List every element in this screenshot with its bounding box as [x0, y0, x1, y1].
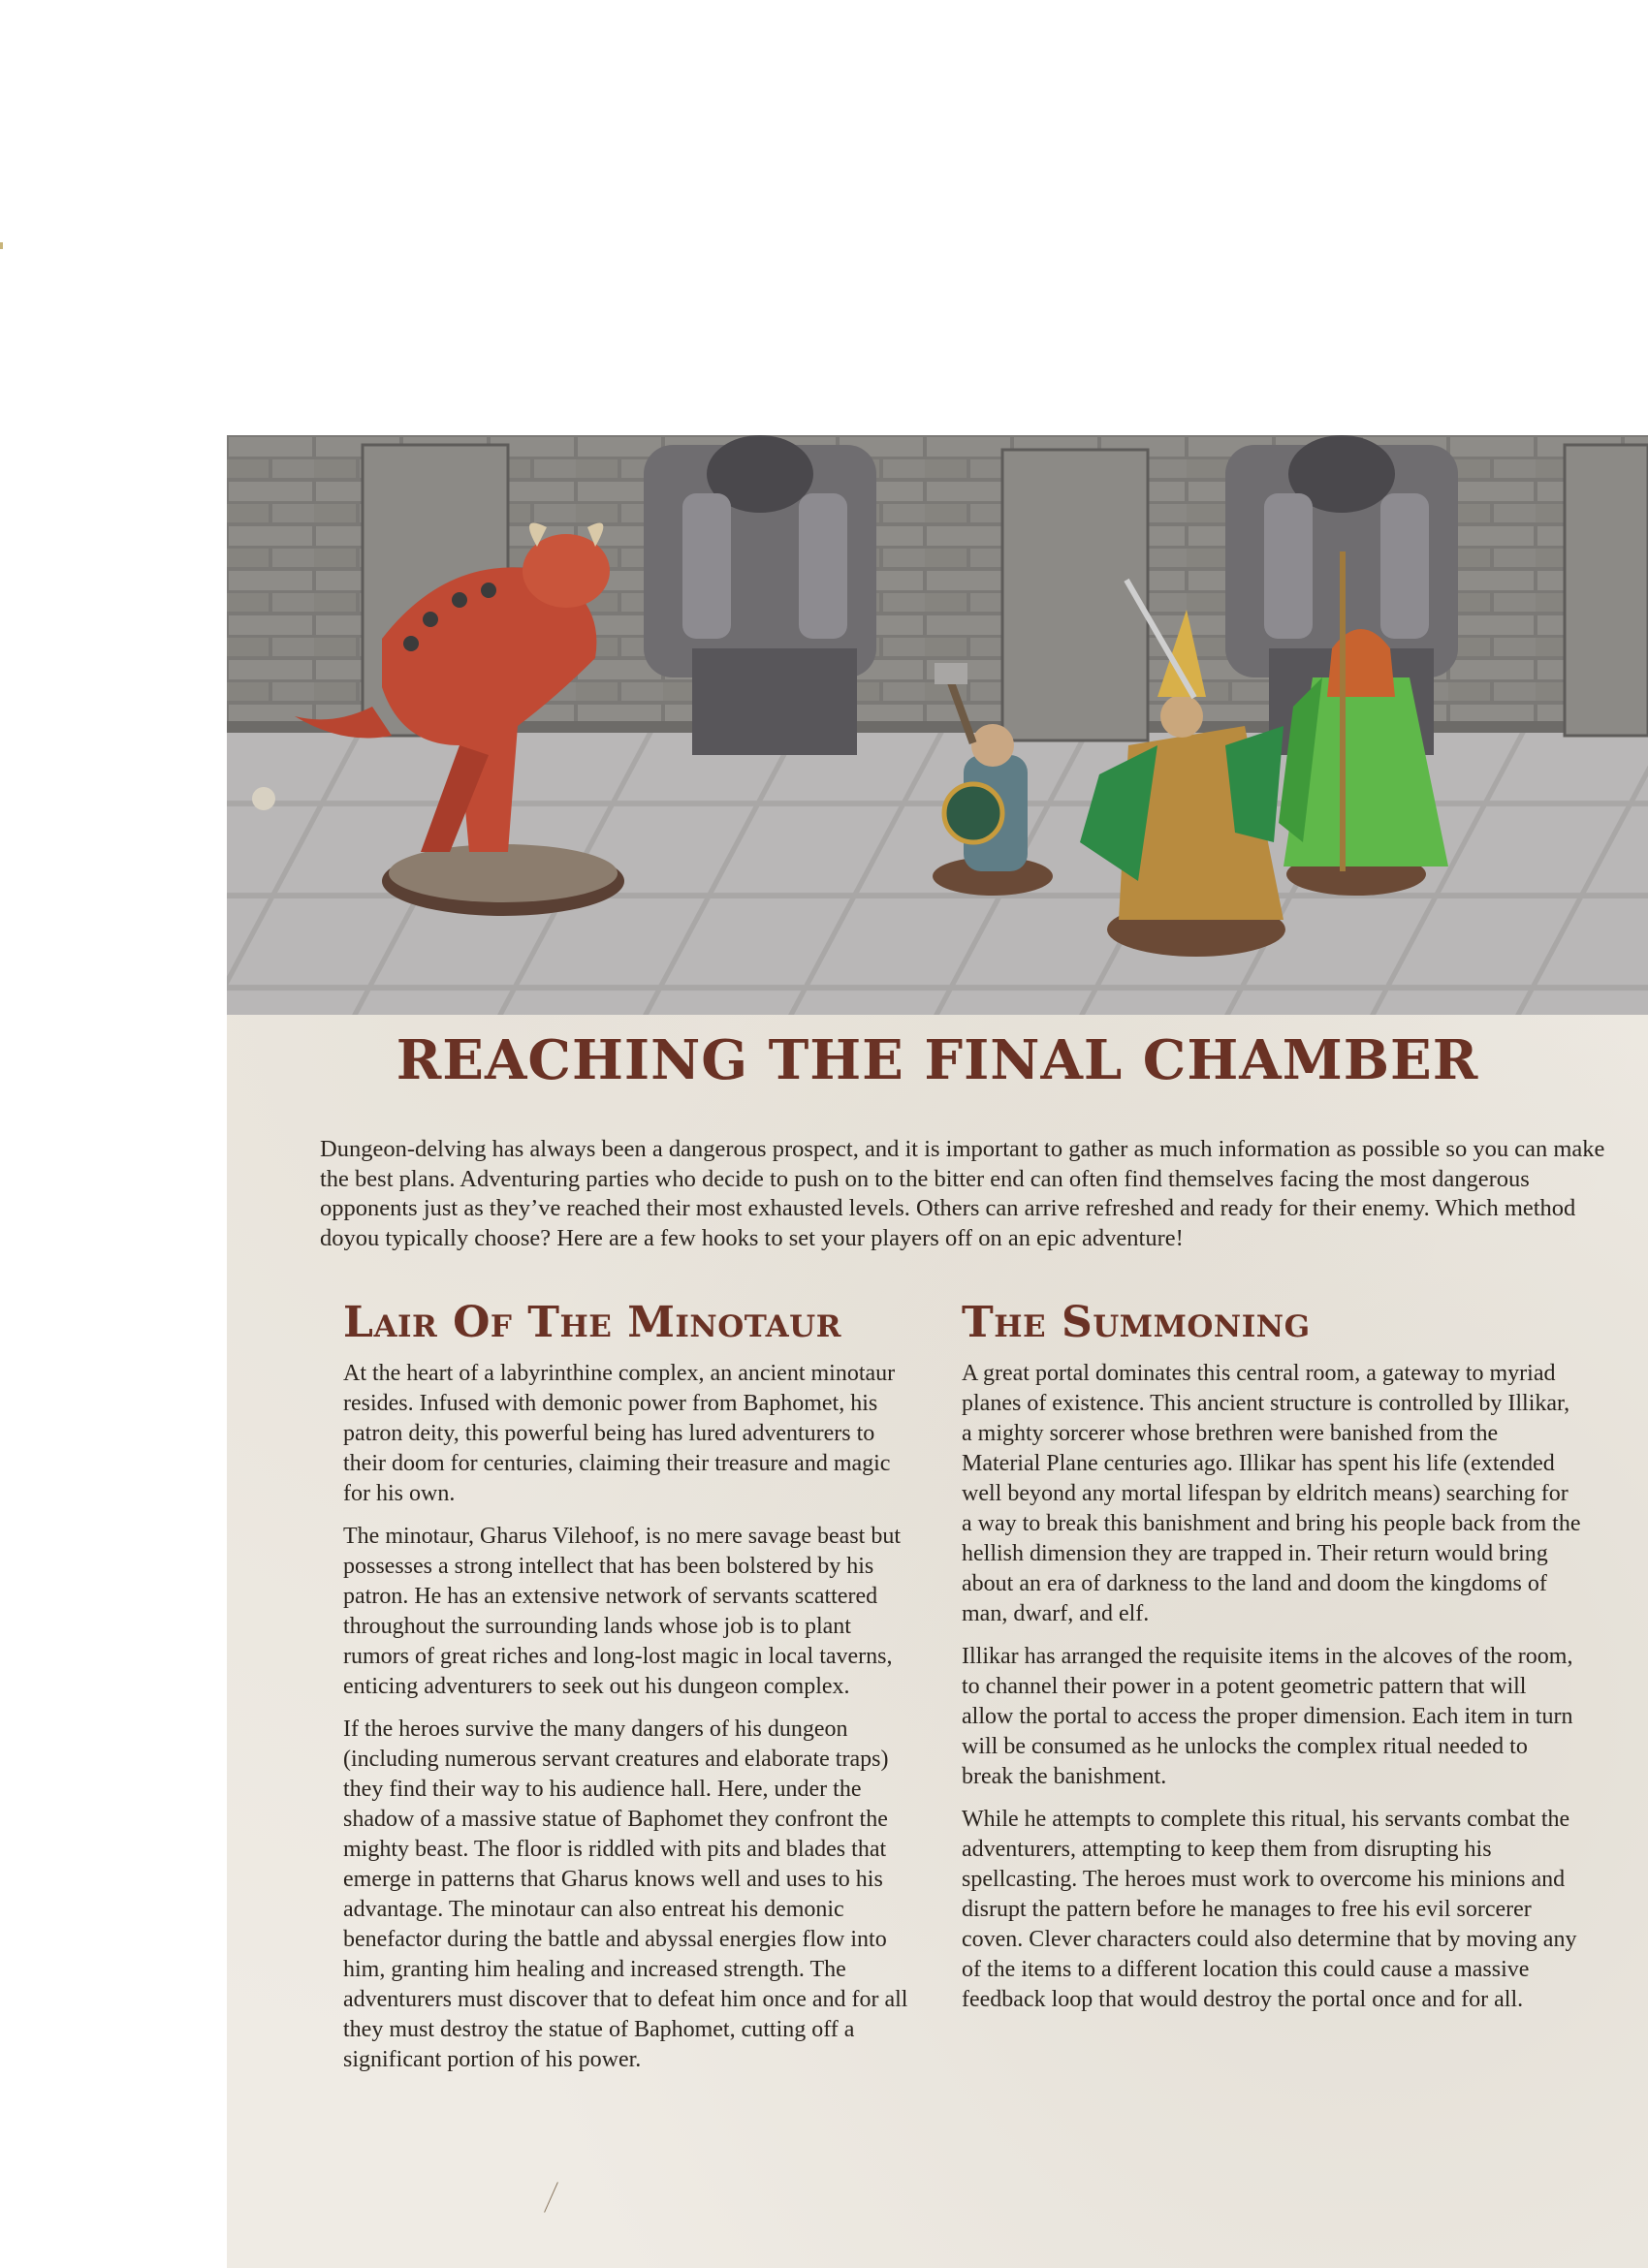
section-heading: Lair Of The Minotaur	[343, 1298, 841, 1347]
section-paragraph: At the heart of a labyrinthine complex, an ancient minotaur resides. Infused with demonic power from Baphomet, his patron deity, this powerful being has lured adventurers to their doom for centuries, claiming their treasure and magic for his own.	[343, 1361, 896, 1506]
scan-speck	[0, 242, 3, 249]
miniatures-photo	[227, 435, 1648, 1015]
section-lair-of-the-minotaur	[343, 1293, 915, 2088]
section-paragraph: If the heroes survive the many dangers of his dungeon (including numerous servant creatures and elaborate traps) they find their way to his audience hall. Here, under the shadow of a massive statue of Baphomet they confront the mighty beast. The floor is riddled with pits and blades that emerge in patterns that Gharus knows well and uses to his advantage. The minotaur can also entreat his demonic benefactor during the battle and abyssal energies flow into him, granting him healing and increased strength. The adventurers must discover that to defeat him once and for all they must destroy the statue of Baphomet, cutting off a significant portion of his power.	[343, 1717, 908, 2072]
section-paragraph: The minotaur, Gharus Vilehoof, is no mere savage beast but possesses a strong intellect that has been bolstered by his patron. He has an extensive network of servants scattered throughout the surrounding lands whose job is to plant rumors of great riches and long-lost magic in local taverns, enticing adventurers to seek out his dungeon complex.	[343, 1524, 902, 1699]
section-paragraph: A great portal dominates this central room, a gateway to myriad planes of existence. This ancient structure is controlled by Illikar, a mighty sorcerer whose brethren were banished from the Material Plane centuries ago. Illikar has spent his life (extended well beyond any mortal lifespan by eldritch means) searching for a way to break this banishment and bring his people back from the hellish dimension they are trapped in. Their return would bring about an era of darkness to the land and doom the kingdoms of man, dwarf, and elf.	[962, 1361, 1581, 1626]
skull-prop	[252, 787, 275, 810]
section-the-summoning	[962, 1293, 1582, 2028]
page-title: REACHING THE FINAL CHAMBER	[396, 1028, 1479, 1092]
section-paragraph: While he attempts to complete this ritual, his servants combat the adventurers, attempting to keep them from disrupting his spellcasting. The heroes must work to overcome his minions and disrupt the pattern before he manages to free his evil sorcerer coven. Clever characters could also determine that by moving any of the items to a different location this could cause a massive feedback loop that would destroy the portal once and for all.	[962, 1807, 1577, 2012]
section-heading: The Summoning	[962, 1298, 1311, 1347]
section-paragraph: Illikar has arranged the requisite items in the alcoves of the room, to channel their power in a potent geometric pattern that will allow the portal to access the proper dimension. Each item in turn will be consumed as he unlocks the complex ritual needed to break the banishment.	[962, 1644, 1573, 1789]
intro-paragraph: Dungeon-delving has always been a dangerous prospect, and it is important to gather as much information as possible so you can make the best plans. Adventuring parties who decide to push on to the bitter end can often find themselves facing the most dangerous opponents just as they’ve reached their most exhausted levels. Others can arrive refreshed and ready for their enemy. Which method doyou typically choose? Here are a few hooks to set your players off on an epic adventure!	[320, 1136, 1605, 1251]
printed-page	[227, 435, 1648, 2268]
